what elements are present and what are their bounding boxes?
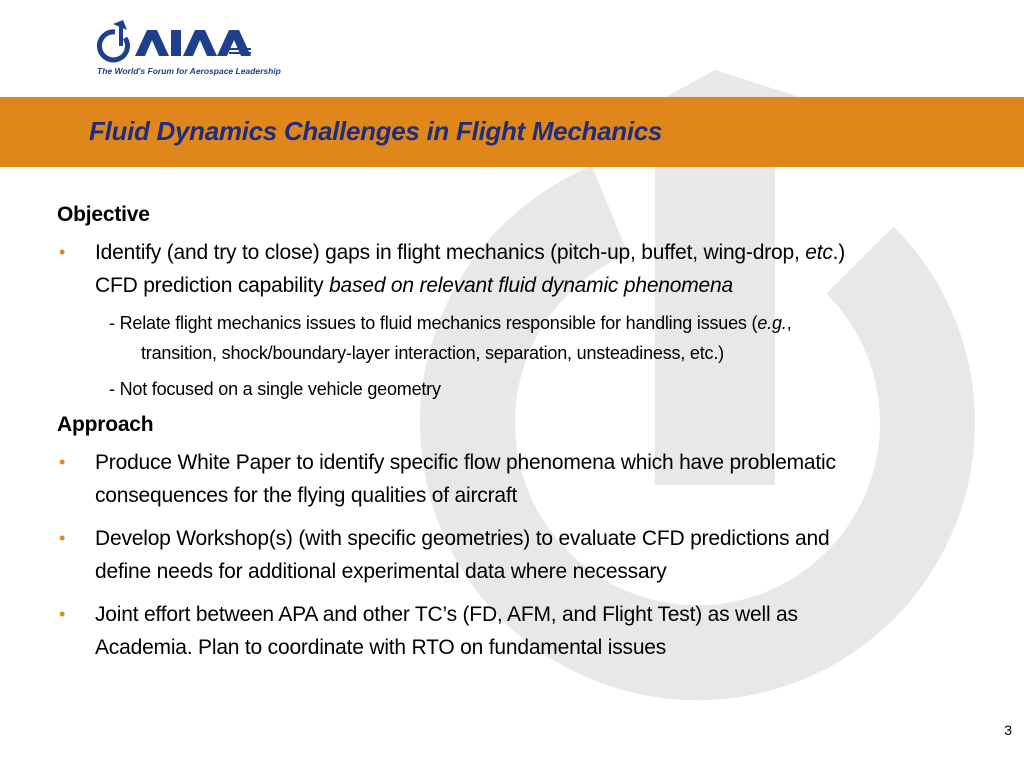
objective-bullet-etc: etc xyxy=(805,241,833,264)
approach-bullet-3-line-1: Joint effort between APA and other TC’s (FD, AFM, and Flight Test) as well as xyxy=(95,603,798,626)
approach-bullet-3 xyxy=(57,598,957,664)
objective-sub-item-1 xyxy=(57,308,957,368)
approach-bullet-1-line-1: Produce White Paper to identify specific flow phenomena which have problematic xyxy=(95,451,836,474)
approach-bullet-3-line-2: Academia. Plan to coordinate with RTO on fundamental issues xyxy=(95,636,667,659)
sub1-text-a: - Relate flight mechanics issues to fluid mechanics responsible for handling issues ( xyxy=(109,313,758,333)
approach-bullet-2 xyxy=(57,522,957,588)
objective-heading: Objective xyxy=(57,203,150,226)
objective-sub-item-2: - Not focused on a single vehicle geometry xyxy=(109,379,441,399)
bullet-icon: • xyxy=(59,452,66,472)
slide-content xyxy=(57,200,957,664)
objective-bullet-text-a: Identify (and try to close) gaps in flight mechanics (pitch-up, buffet, wing-drop, xyxy=(95,241,806,264)
approach-heading: Approach xyxy=(57,413,154,436)
bullet-icon: • xyxy=(59,604,66,624)
page-number: 3 xyxy=(1004,722,1012,738)
objective-bullet-italic-phrase: based on relevant fluid dynamic phenomena xyxy=(329,274,733,297)
logo-tagline: The World's Forum for Aerospace Leadership xyxy=(97,66,281,76)
sub1-text-b: , xyxy=(786,313,792,333)
bullet-icon: • xyxy=(59,528,66,548)
approach-bullet-2-line-1: Develop Workshop(s) (with specific geometries) to evaluate CFD predictions and xyxy=(95,527,830,550)
objective-bullet-text-c: CFD prediction capability xyxy=(95,274,330,297)
bullet-icon: • xyxy=(59,242,66,262)
objective-bullet-text-b: .) xyxy=(832,241,846,264)
slide-title: Fluid Dynamics Challenges in Flight Mechanics xyxy=(89,116,663,146)
approach-bullet-2-line-2: define needs for additional experimental data where necessary xyxy=(95,560,667,583)
approach-bullet-1 xyxy=(57,446,957,512)
objective-bullet xyxy=(57,236,957,302)
sub1-text-c: transition, shock/boundary-layer interaction, separation, unsteadiness, etc.) xyxy=(141,343,724,363)
sub1-eg: e.g. xyxy=(757,313,787,333)
approach-bullet-1-line-2: consequences for the flying qualities of aircraft xyxy=(95,484,518,507)
